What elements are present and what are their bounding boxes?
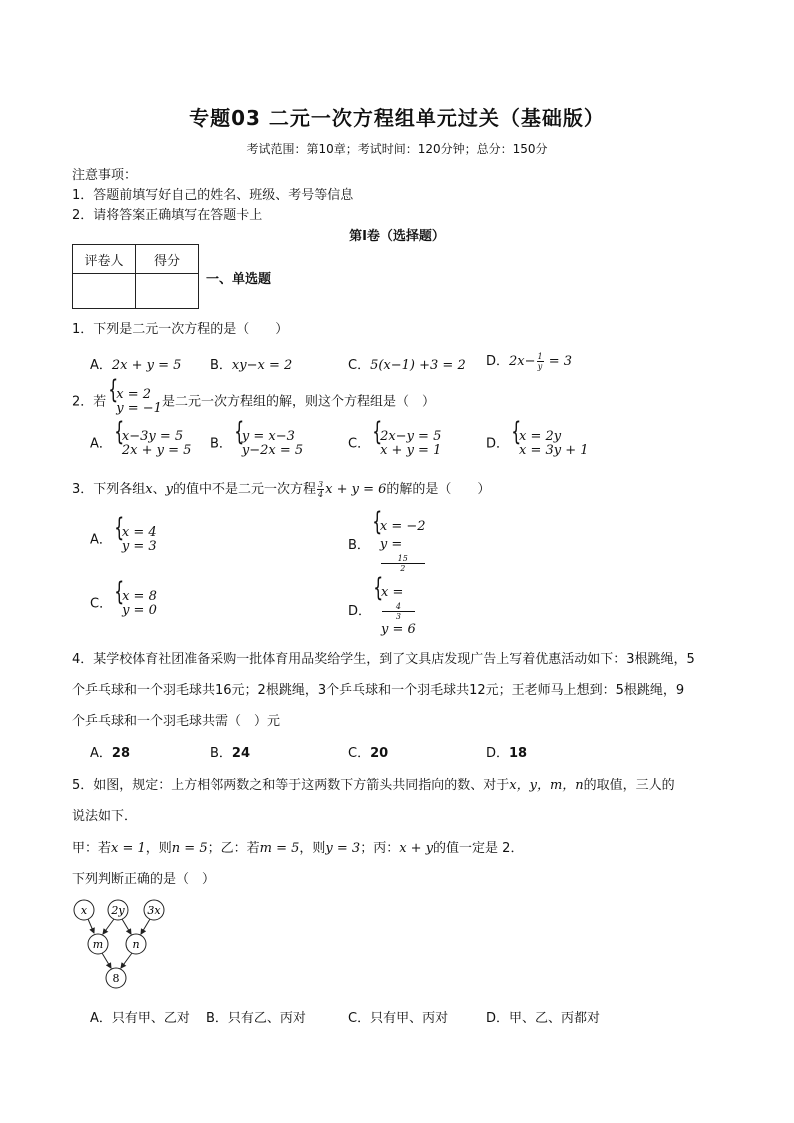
q2-option-a[interactable]: A． { x−3y = 5 2x + y = 5: [90, 430, 191, 458]
q1-option-c[interactable]: C．5(x−1) +3 = 2: [348, 358, 466, 373]
q2-option-c[interactable]: C． { 2x−y = 5 x + y = 1: [348, 430, 441, 458]
arrow: [88, 919, 94, 933]
q4-option-d[interactable]: D．18: [486, 746, 528, 761]
page-title: 专题03 二元一次方程组单元过关（基础版）: [189, 106, 605, 130]
arrow: [141, 919, 150, 934]
exam-info: 考试范围：第10章；考试时间：120分钟；总分：150分: [246, 142, 548, 156]
question-3-stem: 3．下列各组x、y的值中不是二元一次方程 $\frac{3}{4}$ x + y = 6的解的是（ ）: [72, 480, 491, 499]
node-8: 8: [112, 972, 120, 985]
score-header: 得分: [136, 245, 199, 274]
question-4-line: 个乒乓球和一个羽毛球共16元；2根跳绳，3个乒乓球和一个羽毛球共12元；王老师马上想到：5根跳绳，9: [72, 683, 685, 698]
volume-title: 第I卷（选择题）: [349, 229, 445, 244]
equation-system: { 2x−y = 5 x + y = 1: [370, 430, 441, 458]
grade-table: [72, 244, 199, 309]
equation-system: { x = 2y x = 3y + 1: [509, 430, 589, 458]
equation-system: { x = −2 y = 15 2: [370, 518, 426, 573]
arrow: [121, 953, 132, 968]
equation-system: { x = 4 3 y = 6: [371, 584, 416, 639]
question-5-line: 下列判断正确的是（ ）: [72, 872, 216, 887]
q2-option-d[interactable]: D． { x = 2y x = 3y + 1: [486, 430, 589, 458]
node-n: n: [132, 938, 140, 951]
equation-system: { y = x−3 y−2x = 5: [232, 430, 303, 458]
question-4-line: 4．某学校体育社团准备采购一批体育用品奖给学生，到了文具店发现广告上写着优惠活动如下：3根跳绳，5: [72, 652, 695, 667]
q5-option-d[interactable]: D．甲、乙、丙都对: [486, 1011, 601, 1026]
q5-option-b[interactable]: B．只有乙、丙对: [206, 1011, 306, 1026]
score-cell[interactable]: [136, 274, 199, 309]
q5-option-a[interactable]: A．只有甲、乙对: [90, 1011, 190, 1026]
question-2-stem: 2．若 { x = 2 y = −1 是二元一次方程组的解，则这个方程组是（ ）: [72, 388, 435, 416]
question-5-line: 5．如图，规定：上方相邻两数之和等于这两数下方箭头共同指向的数、对于x，y，m，n的取值，三人的: [72, 778, 675, 793]
node-x: x: [80, 904, 88, 917]
grader-cell[interactable]: [73, 274, 136, 309]
equation-system: { x = 8 y = 0: [112, 590, 157, 618]
q3-option-c[interactable]: C． { x = 8 y = 0: [90, 590, 157, 618]
arrow: [122, 919, 131, 934]
solution-system: { x = 2 y = −1: [106, 388, 162, 416]
fraction: 4 3: [382, 602, 415, 621]
node-2y: 2y: [111, 904, 125, 917]
fraction: $\frac{1}{y}$: [537, 352, 543, 371]
section-title: 一、单选题: [206, 272, 272, 287]
grader-header: 评卷人: [73, 245, 136, 274]
equation-system: { x−3y = 5 2x + y = 5: [112, 430, 192, 458]
notes-heading: 注意事项：: [72, 168, 138, 183]
q3-option-b[interactable]: B． { x = −2 y = 15 2: [348, 518, 426, 573]
fraction: 15 2: [381, 554, 425, 573]
q4-option-b[interactable]: B．24: [210, 746, 251, 761]
q5-option-c[interactable]: C．只有甲、丙对: [348, 1011, 449, 1026]
q3-option-a[interactable]: A． { x = 4 y = 3: [90, 526, 157, 554]
arrow: [103, 919, 114, 934]
arrow: [102, 953, 111, 968]
question-1-stem: 1．下列是二元一次方程的是（ ）: [72, 322, 289, 337]
q1-option-a[interactable]: A．2x + y = 5: [90, 358, 182, 373]
note-item: 2．请将答案正确填写在答题卡上: [72, 208, 263, 223]
fraction: $\frac{3}{4}$: [318, 480, 324, 499]
node-m: m: [92, 938, 104, 951]
q2-option-b[interactable]: B． { y = x−3 y−2x = 5: [210, 430, 303, 458]
equation-system: { x = 4 y = 3: [112, 526, 157, 554]
q3-option-d[interactable]: D． { x = 4 3 y = 6: [348, 584, 416, 639]
question-5-line: 甲：若x = 1，则n = 5；乙：若m = 5，则y = 3；丙：x + y的值一定是 2．: [72, 841, 524, 856]
q4-option-c[interactable]: C．20: [348, 746, 389, 761]
node-3x: 3x: [147, 904, 161, 917]
question-5-line: 说法如下．: [72, 809, 138, 824]
number-tree-diagram: [68, 896, 178, 996]
q1-option-b[interactable]: B．xy−x = 2: [210, 358, 293, 373]
q4-option-a[interactable]: A．28: [90, 746, 130, 761]
question-4-line: 个乒乓球和一个羽毛球共需（ ）元: [72, 714, 281, 729]
q1-option-d[interactable]: D．2x− $\frac{1}{y}$ = 3: [486, 352, 573, 371]
note-item: 1．答题前填写好自己的姓名、班级、考号等信息: [72, 188, 354, 203]
